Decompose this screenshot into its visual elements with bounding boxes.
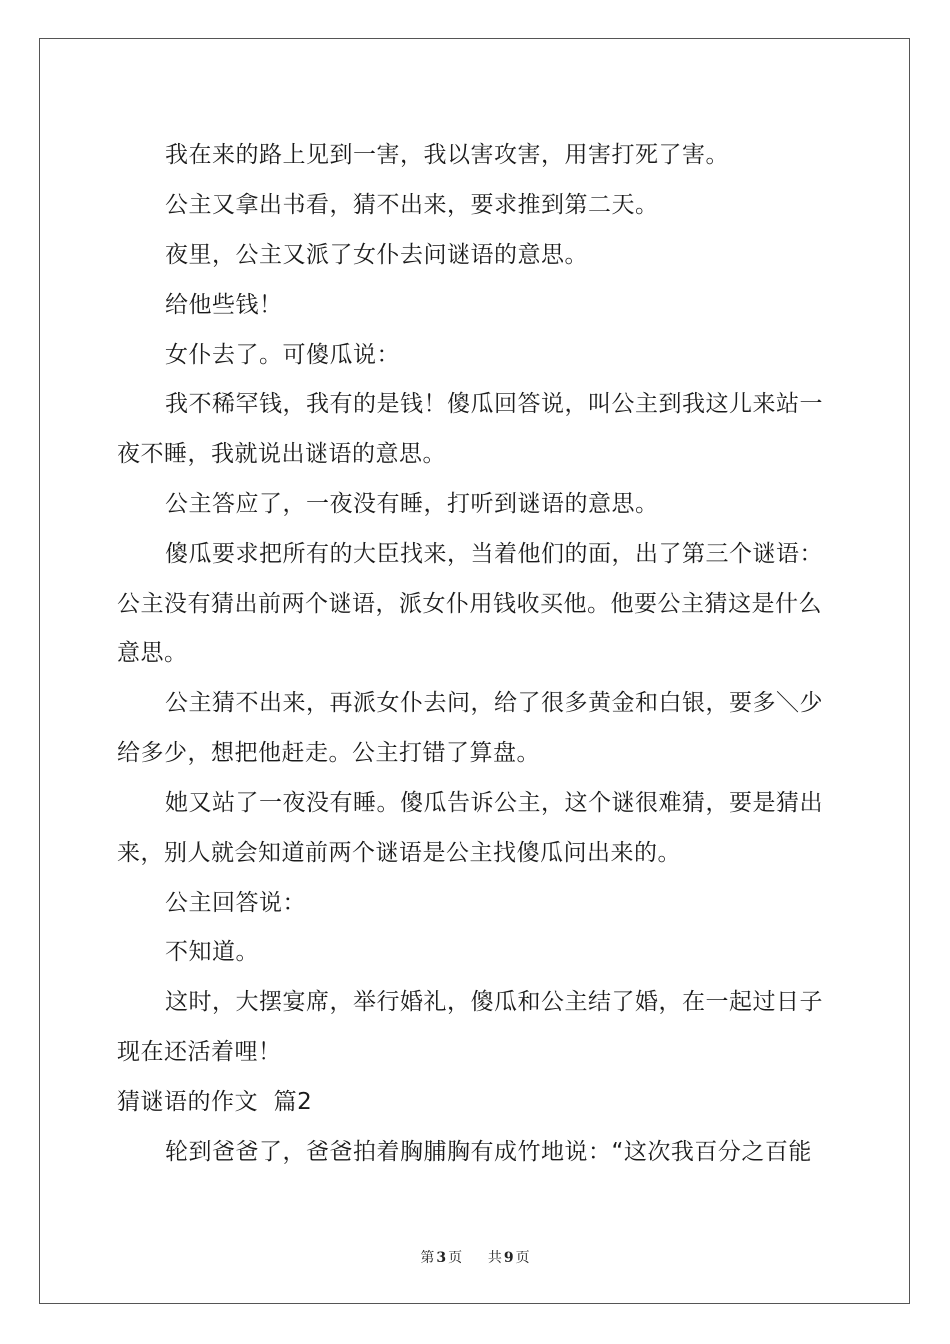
text-line: 我在来的路上见到一害，我以害攻害，用害打死了害。 [165,142,729,168]
text-line: 不知道。 [165,939,259,965]
text-line: 来，别人就会知道前两个谜语是公主找傻瓜问出来的。 [117,840,681,866]
total-pages-indicator: 共 9 页 [487,1250,530,1266]
text-line: 现在还活着哩！ [117,1039,282,1065]
text-line: 公主又拿出书看，猜不出来，要求推到第二天。 [165,192,659,218]
page-indicator: 第 3 页 [420,1250,463,1266]
text-line: 公主答应了，一夜没有睡，打听到谜语的意思。 [165,491,659,517]
text-line: 公主没有猜出前两个谜语，派女仆用钱收买他。他要公主猜这是什么 [117,591,822,617]
text-line: 给多少，想把他赶走。公主打错了算盘。 [117,740,540,766]
page-footer [0,1247,950,1267]
text-line: 公主猜不出来，再派女仆去问，给了很多黄金和白银，要多＼少 [165,690,823,716]
text-line: 意思。 [117,640,188,666]
text-line: 女仆去了。可傻瓜说： [165,342,400,368]
text-line: 给他些钱！ [165,292,283,318]
text-line: 夜不睡，我就说出谜语的意思。 [117,441,446,467]
text-line: 夜里，公主又派了女仆去问谜语的意思。 [165,242,588,268]
text-line: 公主回答说： [165,890,306,916]
text-line: 她又站了一夜没有睡。傻瓜告诉公主，这个谜很难猜，要是猜出 [165,790,823,816]
text-line: 轮到爸爸了，爸爸拍着胸脯胸有成竹地说：“这次我百分之百能 [165,1139,812,1165]
text-line: 我不稀罕钱，我有的是钱！傻瓜回答说，叫公主到我这儿来站一 [165,391,823,417]
text-line: 这时，大摆宴席，举行婚礼，傻瓜和公主结了婚，在一起过日子 [165,989,823,1015]
text-line: 傻瓜要求把所有的大臣找来，当着他们的面，出了第三个谜语： [165,541,823,567]
section-heading: 猜谜语的作文 篇2 [117,1089,313,1115]
